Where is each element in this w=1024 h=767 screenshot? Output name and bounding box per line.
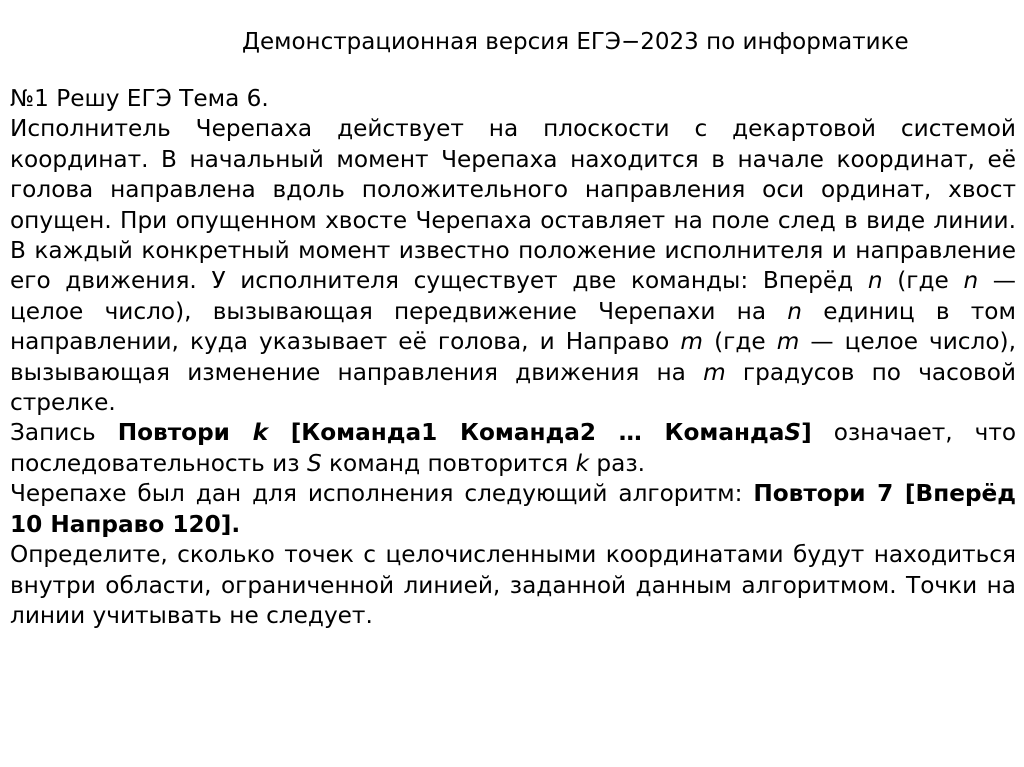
p2-var-2: k xyxy=(575,449,590,477)
task-body xyxy=(10,84,1016,631)
p2-bold-var-1: k xyxy=(252,419,269,447)
p2-text-1: Запись xyxy=(10,419,118,447)
p2-bold-2: [Команда1 Команда2 … Команда xyxy=(268,419,785,447)
task-number xyxy=(10,84,1016,114)
p1-var-5: m xyxy=(776,328,800,356)
p2-bold-var-2: S xyxy=(784,419,802,447)
p1-text-4: единиц в том направлении, куда указывает её голова, и Направо xyxy=(10,297,1016,356)
p1-text-3: — целое число), вызывающая передвижение Черепахи на xyxy=(10,267,1016,325)
task-paragraph-3 xyxy=(10,479,1016,540)
p1-var-1: n xyxy=(867,267,883,295)
page-title: Демонстрационная версия ЕГЭ−2023 по информатике xyxy=(242,29,909,55)
p1-text-7: градусов по часовой стрелке. xyxy=(10,358,1016,417)
p1-text-5: (где xyxy=(703,328,777,356)
p2-var-1: S xyxy=(306,449,322,477)
p1-var-2: n xyxy=(963,267,979,295)
task-number-text: №1 Решу ЕГЭ Тема 6. xyxy=(10,85,269,112)
p1-var-6: m xyxy=(703,358,726,386)
task-paragraph-2 xyxy=(10,418,1016,479)
p1-text-6: — целое число), вызывающая изменение направления движения на xyxy=(10,328,1016,386)
p1-text-1: Исполнитель Черепаха действует на плоскости с декартовой системой координат. В начальный момент Черепаха находится в начале координат, её голова направлена вдоль положительного направления оси ординат, хвост опущен. При опущенном хвосте Черепаха оставляет на поле след в виде линии. В каждый конкретный момент известно положение исполнителя и направление его движения. У исполнителя существует две команды: Вперёд xyxy=(10,115,1016,295)
p1-var-3: n xyxy=(787,297,802,325)
task-paragraph-4 xyxy=(10,540,1016,631)
p2-bold-3: ] xyxy=(801,419,812,447)
p2-bold-1: Повтори xyxy=(117,419,253,447)
p3-text-1: Черепахе был дан для исполнения следующий алгоритм: xyxy=(10,480,754,508)
task-paragraph-1 xyxy=(10,114,1016,418)
p2-text-3: команд повторится xyxy=(321,449,576,477)
p2-text-4: раз. xyxy=(589,449,646,477)
p3-algorithm: Повтори 7 [Вперёд 10 Направо 120]. xyxy=(10,480,1016,538)
p4-text-1: Определите, сколько точек с целочисленными координатами будут находиться внутри области, ограниченной линией, заданной данным алгоритмом. Точки на линии учитывать не следует. xyxy=(10,541,1016,629)
p1-var-4: m xyxy=(680,328,704,356)
p2-text-2: означает, что последовательность из xyxy=(10,419,1017,477)
p1-text-2: (где xyxy=(882,267,964,295)
